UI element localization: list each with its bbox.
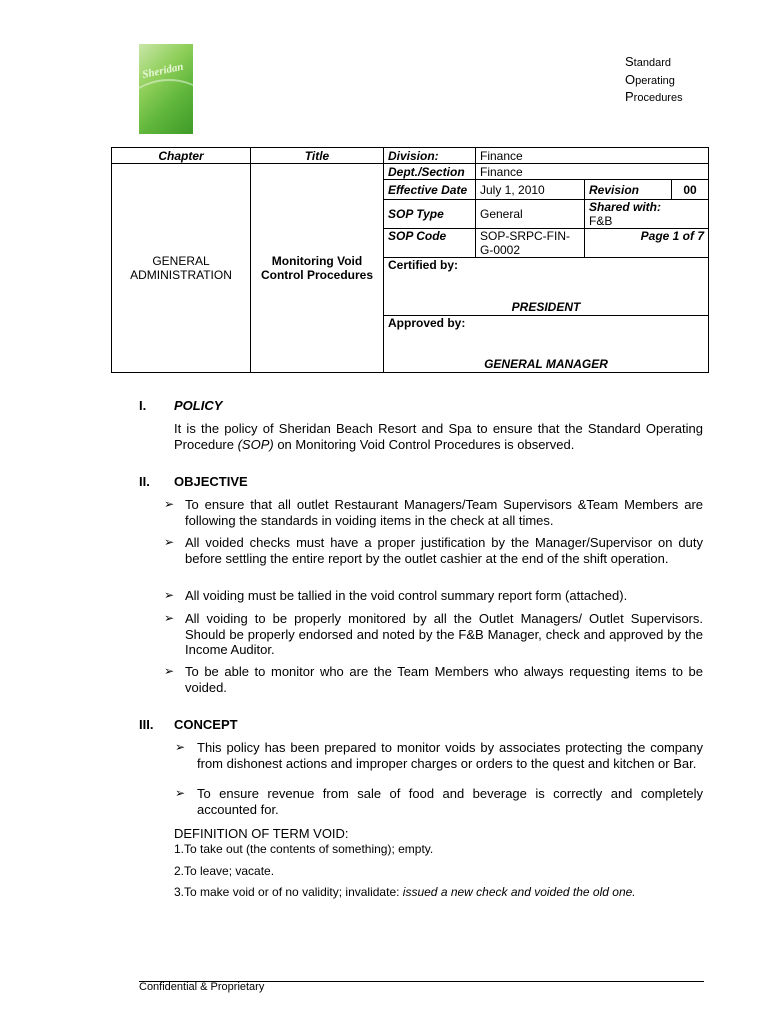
definition-item: 2.To leave; vacate. <box>174 864 275 878</box>
sop-header-table <box>111 147 709 373</box>
arrow-bullet-icon: ➢ <box>164 535 175 549</box>
sop-heading-word: perating <box>635 74 675 87</box>
concept-bullet: This policy has been prepared to monitor voids by associates protecting the company from dishonest actions and improper charges or orders to the quest and kitchen or Bar. <box>197 740 703 771</box>
sheridan-logo <box>139 44 193 134</box>
chapter-header: Chapter <box>112 148 251 164</box>
objective-bullet: To ensure that all outlet Restaurant Managers/Team Supervisors &Team Members are following the standards in voiding items in the check at all times. <box>185 497 703 528</box>
objective-bullet: All voiding to be properly monitored by all the Outlet Managers/ Outlet Supervisors. Should be properly endorsed and noted by the F&B Manager, check and approved by the Income Auditor. <box>185 611 703 657</box>
objective-bullet: All voiding must be tallied in the void control summary report form (attached). <box>185 588 628 603</box>
policy-numeral: I. <box>139 398 147 413</box>
page-number: Page 1 of 7 <box>585 229 709 258</box>
logo-text: Sheridan <box>141 60 185 82</box>
arrow-bullet-icon: ➢ <box>175 786 186 800</box>
objective-bullet: To be able to monitor who are the Team Members who always requesting items to be voided. <box>185 664 703 695</box>
arrow-bullet-icon: ➢ <box>164 588 175 602</box>
concept-heading: CONCEPT <box>174 717 238 732</box>
effective-date-value: July 1, 2010 <box>476 180 585 200</box>
concept-numeral: III. <box>139 717 154 732</box>
sop-heading <box>625 54 683 107</box>
definition-item: 1.To take out (the contents of something); empty. <box>174 842 434 856</box>
dept-label: Dept./Section <box>384 164 476 180</box>
objective-numeral: II. <box>139 474 150 489</box>
definition-example: issued a new check and voided the old one. <box>402 885 636 899</box>
policy-text-sop: (SOP) <box>237 436 274 452</box>
footer-text: Confidential & Proprietary <box>139 981 265 993</box>
certified-by-role: PRESIDENT <box>511 300 581 314</box>
concept-bullet: To ensure revenue from sale of food and beverage is correctly and completely accounted for. <box>197 786 703 817</box>
logo-curve-decoration <box>139 79 193 134</box>
shared-with-label: Shared with: <box>589 200 662 214</box>
arrow-bullet-icon: ➢ <box>164 497 175 511</box>
arrow-bullet-icon: ➢ <box>164 611 175 625</box>
definition-item-text: 3.To make void or of no validity; invalidate: <box>174 885 403 899</box>
certified-by-label: Certified by: <box>388 258 459 272</box>
dept-value: Finance <box>476 164 709 180</box>
effective-date-label: Effective Date <box>384 180 476 200</box>
arrow-bullet-icon: ➢ <box>175 740 186 754</box>
sop-code-label: SOP Code <box>384 229 476 258</box>
objective-heading: OBJECTIVE <box>174 474 248 489</box>
policy-heading: POLICY <box>174 398 223 413</box>
sop-heading-initial: O <box>625 71 636 87</box>
sop-heading-initial: P <box>625 89 634 104</box>
approved-by-role: GENERAL MANAGER <box>484 357 608 371</box>
sop-code-value: SOP-SRPC-FIN-G-0002 <box>476 229 585 258</box>
sop-heading-word: tandard <box>633 57 671 69</box>
approved-by-cell <box>384 316 709 373</box>
certified-by-cell <box>384 258 709 316</box>
title-header: Title <box>251 148 384 164</box>
sop-heading-initial: S <box>625 54 634 69</box>
revision-value: 00 <box>672 180 709 200</box>
policy-text <box>174 421 703 452</box>
sop-type-value: General <box>476 200 585 229</box>
title-value: Monitoring Void Control Procedures <box>251 164 384 373</box>
policy-text-part: It is the policy of Sheridan Beach Resort and Spa to ensure that the Standard Operating Procedure <box>174 421 703 452</box>
division-value: Finance <box>476 148 709 164</box>
shared-with-value: F&B <box>589 214 613 228</box>
definition-heading: DEFINITION OF TERM VOID: <box>174 826 349 841</box>
sop-heading-word: rocedures <box>633 92 683 104</box>
revision-label: Revision <box>585 180 672 200</box>
policy-text-part: on Monitoring Void Control Procedures is observed. <box>273 436 575 452</box>
shared-with-cell <box>585 200 709 229</box>
definition-item <box>174 885 636 899</box>
approved-by-label: Approved by: <box>388 316 466 330</box>
arrow-bullet-icon: ➢ <box>164 664 175 678</box>
sop-type-label: SOP Type <box>384 200 476 229</box>
division-label: Division: <box>384 148 476 164</box>
chapter-value: GENERAL ADMINISTRATION <box>112 164 251 373</box>
objective-bullet: All voided checks must have a proper justification by the Manager/Supervisor on duty before settling the entire report by the outlet cashier at the end of the shift operation. <box>185 535 703 566</box>
